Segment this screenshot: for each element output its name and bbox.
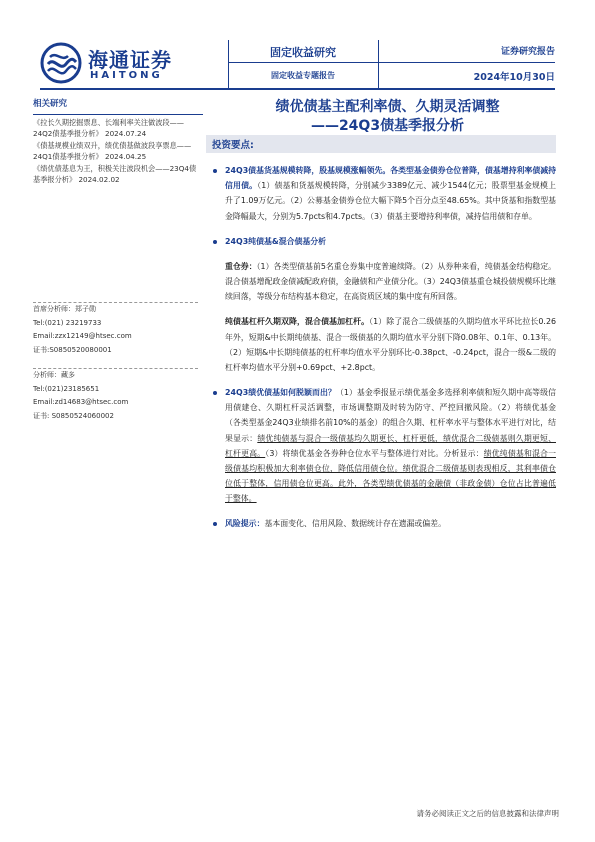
paragraph-holdings <box>210 259 556 305</box>
related-item-title: 《拉长久期挖掘票息、长端利率关注做波段——24Q2债基季报分析》 <box>33 117 184 139</box>
paragraph-lead: 重仓券： <box>225 261 257 271</box>
category-label: 固定收益研究 <box>270 46 336 59</box>
analyst-email[interactable]: Email:zd14683@htsec.com <box>33 398 129 407</box>
related-research-heading: 相关研究 <box>33 98 203 115</box>
paragraph-underlined-text: 绩优纯债基和混合一级债基均积极加大利率债仓位，降低信用债仓位。绩优混合二级债基则表现相反，其利率债仓位低于整体，信用债仓位更高。此外，各类型绩优债基的金融债（非政金债）仓位占比普遍低于整体。 <box>225 448 556 504</box>
report-subtitle: ——24Q3债基季报分析 <box>310 118 465 134</box>
analyst-role: 首席分析师：郑子勋 <box>33 305 96 313</box>
paragraph-text: 基本面变化、信用风险、数据统计存在遗漏或偏差。 <box>264 519 446 529</box>
report-meta <box>474 44 555 83</box>
related-item-date: 2024.07.24 <box>105 129 147 139</box>
related-research <box>33 98 203 186</box>
paragraph-top-funds <box>210 385 556 506</box>
paragraph-text: （3）将绩优基金各券种仓位水平与整体进行对比。分析显示： <box>265 448 484 458</box>
analyst-cert: 证书: S0850524060002 <box>33 411 114 420</box>
paragraph-lead: 24Q3债基货基规模转降，股基规模涨幅领先。各类型基金债券仓位普降，债基增持利率债减持信用债。 <box>225 166 556 191</box>
report-date: 2024年10月30日 <box>473 72 555 83</box>
analyst-email[interactable]: Email:zzx12149@htsec.com <box>33 332 132 341</box>
investment-points-heading: 投资要点: <box>212 140 254 151</box>
disclaimer-footer: 请务必阅读正文之后的信息披露和法律声明 <box>416 809 559 818</box>
header-divider-right <box>378 40 379 88</box>
analyst-tel: Tel:(021) 23219733 <box>33 318 102 327</box>
header-divider-left <box>228 40 229 88</box>
paragraph-scale <box>210 163 556 224</box>
header-rule-top <box>228 62 555 63</box>
logo-name-en: HAITONG <box>90 70 163 81</box>
report-title: 绩优债基主配利率债、久期灵活调整 <box>275 99 500 115</box>
paragraph-lead: 纯债基杠杆久期双降，混合债基加杠杆。 <box>225 317 370 327</box>
paragraph-risk <box>210 516 556 531</box>
analyst-card <box>33 368 198 424</box>
paragraph-text: （1）各类型债基前5名重仓券集中度普遍续降。（2）从券种来看，纯债基金结构稳定。混合债基增配政金债减配政府债，金融债和产业债分化。（3）24Q3债基重仓城投债规模环比继续回落，等级分布结构基本稳定，在高资质区域的集中度有所回落。 <box>225 261 556 302</box>
header-rule-bottom <box>40 88 555 90</box>
analyst-card <box>33 302 198 358</box>
related-item-title: 《绩优债基息为王，积极关注波段机会——23Q4债基季报分析》 <box>33 163 197 185</box>
paragraph-text: （1）债基和货基规模转降，分别减少3389亿元、减少1544亿元；股票型基金规模上升了1.09万亿元。（2）公募基金债券仓位大幅下降5个百分点至48.65%。其中货基和指数型基金降幅最大，分别为5.7pcts和4.7pcts。（3）债基主要增持利率债，减持信用债和存单。 <box>225 181 556 221</box>
investment-points-bar <box>206 135 556 153</box>
related-item[interactable] <box>33 117 203 140</box>
report-type: 证券研究报告 <box>500 47 555 57</box>
related-item-date: 2024.04.25 <box>105 152 147 162</box>
logo-name-cn: 海通证券 <box>88 48 172 72</box>
report-body <box>210 163 556 542</box>
paragraph-lead: 风险提示： <box>225 519 265 529</box>
related-item-title: 《债基规模业绩双升，绩优债基做波段享票息——24Q1债基季报分析》 <box>33 140 192 162</box>
analyst-tel: Tel:(021)23185651 <box>33 384 100 393</box>
company-logo <box>40 42 190 88</box>
paragraph-leverage <box>210 314 556 375</box>
paragraph-underlined-text: 绩优纯债基与混合一级债基均久期更长、杠杆更低，绩优混合二级债基则久期更短、杠杆更高。 <box>225 433 556 458</box>
paragraph-text: （1）基金季报显示绩优基金多选择利率债和短久期中高等级信用债建仓、久期杠杆灵活调整，市场调整期及时转为防守、严控回撤风险。（2）将绩优基金（各类型基金24Q3业绩排名前10%的基金）的组合久期、杠杆率水平与整体水平进行对比，结果显示： <box>225 388 556 443</box>
analyst-cert: 证书:S0850520080001 <box>33 345 112 354</box>
paragraph-lead: 24Q3绩优债基如何脱颖而出？ <box>225 388 336 398</box>
related-item[interactable] <box>33 163 203 186</box>
subcategory-label: 固定收益专题报告 <box>271 71 335 80</box>
analyst-role: 分析师：藏多 <box>33 371 75 379</box>
haitong-logo-mark-icon <box>40 42 82 84</box>
section-heading <box>210 234 556 249</box>
paragraph-text: （1）除了混合二级债基的久期均值水平环比拉长0.26年外，短期&中长期纯债基、混合一级债基的久期均值水平分别下降0.08年、0.1年、0.13年。（2）短期&中长期纯债基的杠杆率均值水平分别环比-0.38pct、-0.24pct，混合一级&二级的杠杆率均值水平分别+0.69pct、+2.8pct。 <box>225 317 556 372</box>
section-heading-text: 24Q3纯债基&混合债基分析 <box>225 236 327 246</box>
related-item-date: 2024.02.02 <box>78 175 120 185</box>
related-item[interactable] <box>33 140 203 163</box>
